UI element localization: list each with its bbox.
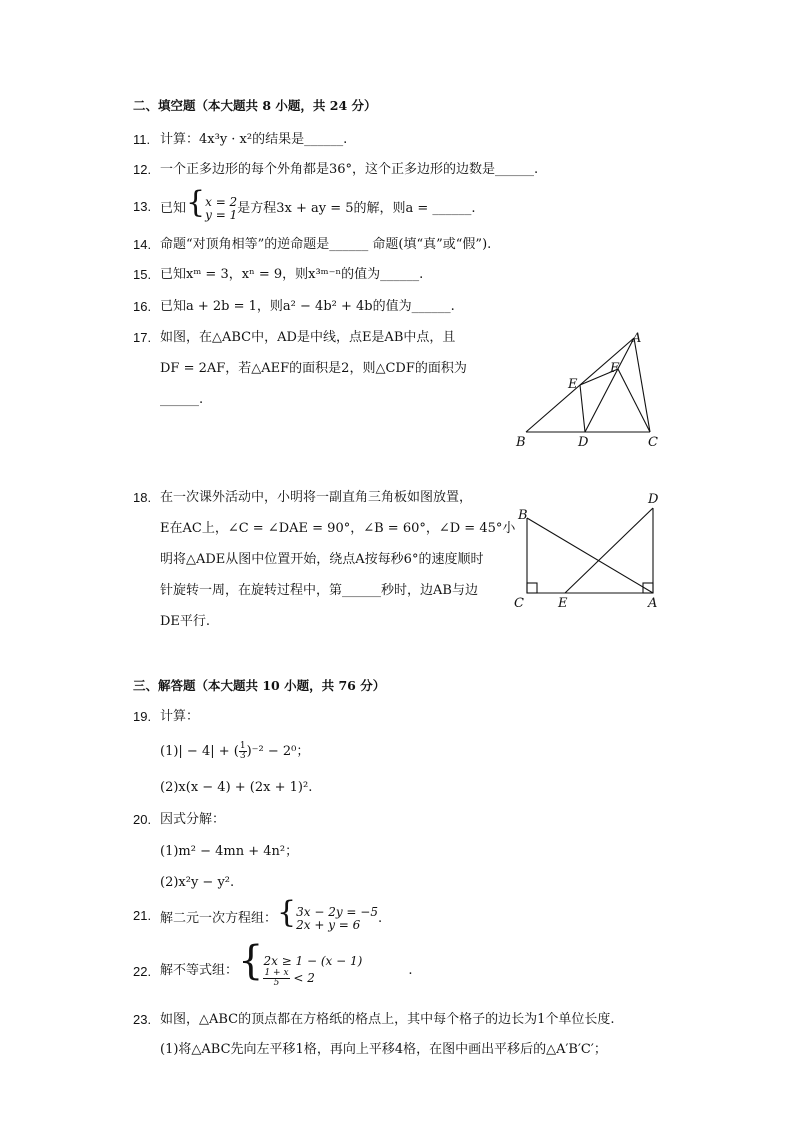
brace-icon: { [277,895,297,930]
q18-line1: 在一次课外活动中，小明将一副直角三角板如图放置， [160,490,473,505]
q13-eq1: x = 2 [205,194,238,209]
q17-label-e: E [568,377,578,392]
q15-number: 15. [133,267,152,282]
q21-system [296,906,378,932]
q22-eq1: 2x ≥ 1 − (x − 1) [263,954,363,968]
q21-eq1: 3x − 2y = −5 [296,904,378,919]
q17-segment-ac [634,338,650,432]
q17-label-a: A [632,331,642,346]
q21-text [160,895,383,936]
q19-part1 [160,740,309,764]
q13-system [205,196,237,222]
q16-number: 16. [133,299,152,314]
q17-triangle-figure [508,328,668,454]
q21-suffix: . [377,911,383,926]
q22-fraction-numerator: 1 + x [264,968,289,978]
q11-text: 计算：4x³y · x²的结果是______. [160,132,348,147]
brace-icon: { [186,185,206,220]
q14-number: 14. [133,237,152,252]
q21-number: 21. [133,908,152,923]
q23-number: 23. [133,1012,152,1027]
q22-prefix: 解不等式组： [160,963,239,978]
q13-suffix: 是方程3x + ay = 5的解，则a = ______. [237,201,476,216]
q22-suffix: . [408,963,413,978]
q17-segment-ed [580,385,585,432]
brace-icon: { [238,938,264,984]
q18-right-angle-c [527,583,537,593]
q22-fraction [263,969,289,988]
q17-label-f: F [610,361,620,376]
q17-label-c: C [648,435,658,450]
q21-eq2: 2x + y = 6 [296,917,361,932]
q13-eq2: y = 1 [205,207,238,222]
q14-text: 命题“对顶角相等”的逆命题是______ 命题(填“真”或“假”). [160,237,492,252]
q22-text [160,938,413,994]
q20-part1: (1)m² − 4mn + 4n²； [160,844,299,859]
q18-number: 18. [133,490,152,505]
q22-eq2-rest: < 2 [293,971,315,985]
q19-number: 19. [133,709,152,724]
q13-number: 13. [133,199,152,214]
q19-part2: (2)x(x − 4) + (2x + 1)². [160,780,313,795]
q19-part1-b: )⁻² − 2⁰； [246,744,310,759]
q18-label-a: A [648,596,658,611]
q18-label-c: C [514,596,524,611]
q18-line5: DE平行. [160,614,211,629]
q11-number: 11. [133,132,151,147]
q22-system [263,953,362,988]
q13-prefix: 已知 [160,201,187,216]
q18-label-b: B [518,508,528,523]
q20-title: 因式分解： [160,812,226,827]
q17-segment-fc [618,369,650,432]
q23-line1: 如图，△ABC的顶点都在方格纸的格点上，其中每个格子的边长为1个单位长度. [160,1012,615,1027]
q17-label-b: B [516,435,526,450]
q22-eq2 [263,969,362,988]
q18-line2: E在AC上，∠C = ∠DAE = 90°，∠B = 60°，∠D = 45°小 [160,521,516,536]
q16-text: 已知a + 2b = 1，则a² − 4b² + 4b的值为______. [160,299,455,314]
q18-line4: 针旋转一周，在旋转过程中，第______秒时，边AB与边 [160,583,478,598]
q12-number: 12. [133,162,152,177]
q13-text [160,185,476,227]
q18-segment-ba [527,518,653,593]
q18-label-d: D [648,492,659,507]
q19-fraction [239,742,247,761]
q18-label-e: E [558,596,568,611]
q17-label-d: D [578,435,589,450]
q19-part1-a: (1)| − 4| + ( [160,744,239,759]
q18-line3: 明将△ADE从图中位置开始，绕点A按每秒6°的速度顺时 [160,552,484,567]
q20-part2: (2)x²y − y². [160,875,235,890]
q22-fraction-denominator: 5 [273,978,280,988]
q21-prefix: 解二元一次方程组： [160,911,278,926]
section-3-header: 三、解答题（本大题共 10 小题，共 76 分） [133,678,386,693]
q20-number: 20. [133,812,152,827]
q19-fraction-numerator: 1 [239,741,246,751]
q17-line1: 如图，在△ABC中，AD是中线，点E是AB中点，且 [160,330,456,345]
q17-line3: ______. [160,392,204,407]
q19-title: 计算： [160,709,200,724]
q18-segment-de [565,508,653,593]
q17-number: 17. [133,330,152,345]
q17-line2: DF = 2AF，若△AEF的面积是2，则△CDF的面积为 [160,361,467,376]
q15-text: 已知xᵐ = 3，xⁿ = 9，则x³ᵐ⁻ⁿ的值为______. [160,267,424,282]
section-2-header: 二、填空题（本大题共 8 小题，共 24 分） [133,98,377,113]
q23-line2: (1)将△ABC先向左平移1格，再向上平移4格，在图中画出平移后的△A′B′C′； [160,1042,607,1057]
q22-number: 22. [133,964,152,979]
q18-set-squares-figure [508,488,668,614]
q19-fraction-denominator: 3 [239,751,246,761]
q12-text: 一个正多边形的每个外角都是36°，这个正多边形的边数是______. [160,162,539,177]
